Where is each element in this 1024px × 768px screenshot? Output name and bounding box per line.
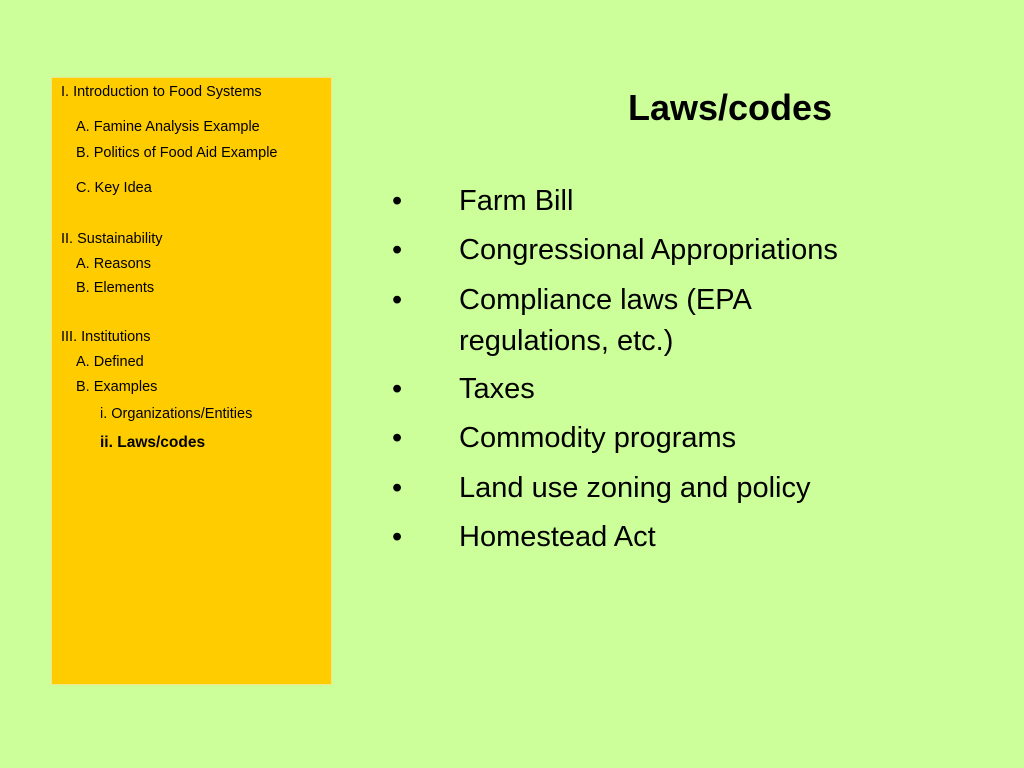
outline-item-politics-food-aid: B. Politics of Food Aid Example [76, 145, 278, 161]
outline-item-key-idea: C. Key Idea [76, 180, 152, 196]
bullet-icon: • [392, 373, 403, 405]
outline-item-defined: A. Defined [76, 354, 144, 370]
slide-title: Laws/codes [627, 87, 833, 128]
outline-panel [51, 77, 332, 685]
bullet-icon: • [392, 422, 403, 454]
bullet-text: Taxes [459, 373, 535, 405]
bullet-text: Land use zoning and policy [459, 472, 811, 504]
bullet-text: Commodity programs [459, 422, 737, 454]
bullet-icon: • [392, 472, 403, 504]
outline-item-famine-analysis: A. Famine Analysis Example [76, 119, 260, 135]
outline-item-sustainability: II. Sustainability [61, 231, 163, 247]
bullet-text: Compliance laws (EPA regulations, etc.) [459, 284, 751, 357]
outline-item-examples: B. Examples [76, 379, 158, 395]
bullet-icon: • [392, 185, 403, 217]
bullet-text: Farm Bill [459, 185, 574, 217]
outline-item-elements: B. Elements [76, 280, 155, 296]
bullet-text: Homestead Act [459, 521, 656, 553]
outline-item-institutions: III. Institutions [61, 329, 151, 345]
bullet-icon: • [392, 234, 403, 266]
outline-item-organizations-entities: i. Organizations/Entities [100, 406, 253, 422]
bullet-icon: • [392, 521, 403, 553]
outline-item-intro-food-systems: I. Introduction to Food Systems [61, 84, 262, 100]
bullet-text: Congressional Appropriations [459, 234, 838, 266]
outline-item-laws-codes-current: ii. Laws/codes [100, 434, 206, 451]
bullet-icon: • [392, 284, 403, 316]
outline-item-reasons: A. Reasons [76, 256, 151, 272]
